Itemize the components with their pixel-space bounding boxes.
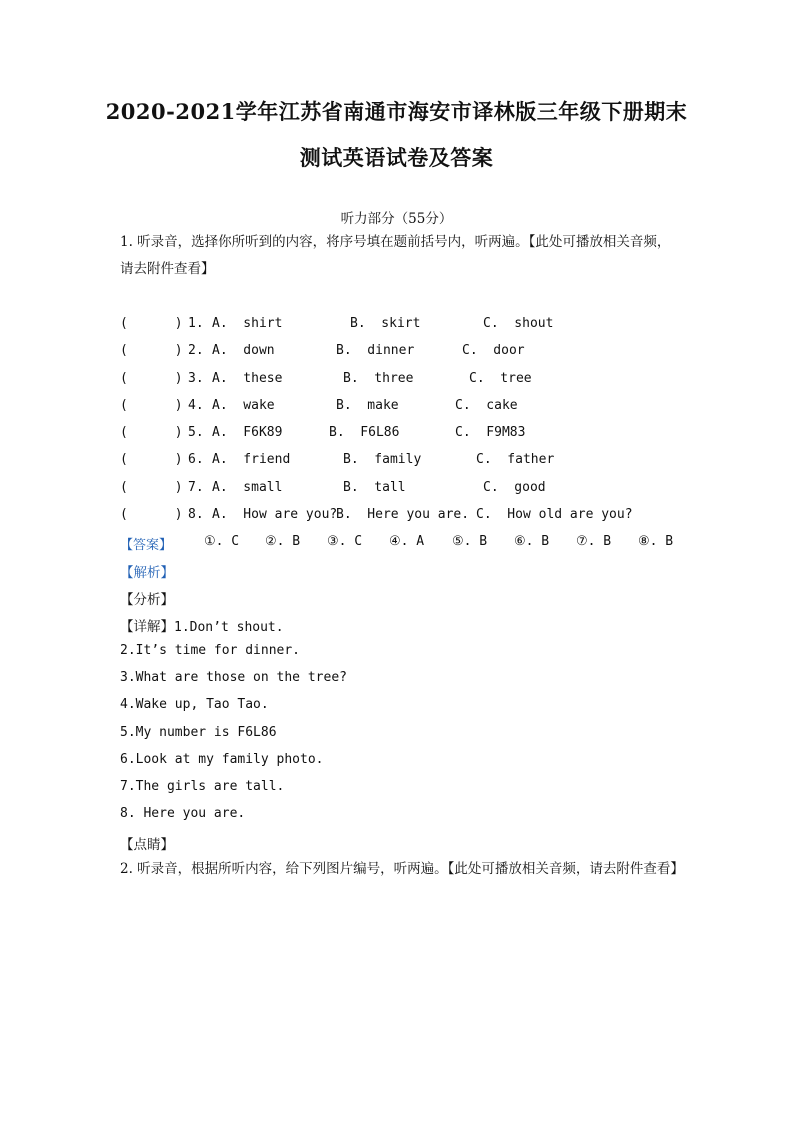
answer-blank: ( ) [120, 425, 183, 440]
question-number: 5. [188, 425, 204, 440]
answer-blank: ( ) [120, 371, 183, 386]
option-row [120, 452, 680, 474]
option-c: C. good [483, 480, 546, 495]
document-title-line1: 2020-2021学年江苏省南通市海安市译林版三年级下册期末 [105, 99, 688, 124]
dianjing-label: 【点睛】 [120, 837, 174, 853]
answer-blank: ( ) [120, 316, 183, 331]
option-c: C. How old are you? [476, 507, 633, 522]
answer-item: ②. B [265, 534, 301, 549]
detail-line: 7.The girls are tall. [120, 779, 285, 794]
answer-item: ⑦. B [576, 534, 612, 549]
answer-item: ①. C [204, 534, 240, 549]
question-number: 7. [188, 480, 204, 495]
answer-blank: ( ) [120, 480, 183, 495]
option-c: C. shout [483, 316, 554, 331]
option-a: A. shirt [212, 316, 283, 331]
answer-blank: ( ) [120, 343, 183, 358]
option-a: A. wake [212, 398, 275, 413]
answer-item: ④. A [389, 534, 425, 549]
question-number: 8. [188, 507, 204, 522]
option-b: B. three [343, 371, 414, 386]
answer-blank: ( ) [120, 398, 183, 413]
option-b: B. tall [343, 480, 406, 495]
option-c: C. F9M83 [455, 425, 526, 440]
answer-item: ⑧. B [638, 534, 674, 549]
option-row [120, 371, 680, 393]
option-b: B. Here you are. [336, 507, 470, 522]
question-number: 2. [188, 343, 204, 358]
option-b: B. F6L86 [329, 425, 400, 440]
question-1-instructions: 1. 听录音，选择你所听到的内容，将序号填在题前括号内，听两遍。【此处可播放相关音频，请去附件查看】 [120, 234, 671, 277]
option-b: B. make [336, 398, 399, 413]
option-a: A. F6K89 [212, 425, 283, 440]
document-title-line2: 测试英语试卷及答案 [299, 145, 494, 170]
answer-label: 【答案】 [120, 538, 173, 553]
detail-line: 5.My number is F6L86 [120, 725, 277, 740]
detail-row [120, 615, 284, 635]
option-b: B. family [343, 452, 422, 467]
question-2-instructions: 2. 听录音，根据所听内容，给下列图片编号，听两遍。【此处可播放相关音频，请去附件查看】 [120, 861, 684, 877]
detail-line: 3.What are those on the tree? [120, 670, 347, 685]
option-row [120, 507, 680, 529]
question-number: 3. [188, 371, 204, 386]
option-row [120, 425, 680, 447]
option-a: A. small [212, 480, 283, 495]
option-c: C. door [462, 343, 525, 358]
question-number: 1. [188, 316, 204, 331]
option-b: B. skirt [350, 316, 421, 331]
option-row [120, 343, 680, 365]
option-c: C. father [476, 452, 555, 467]
option-a: A. down [212, 343, 275, 358]
option-c: C. tree [469, 371, 532, 386]
answer-item: ⑤. B [452, 534, 488, 549]
detail-line: 1.Don’t shout. [174, 620, 284, 635]
detail-line: 2.It’s time for dinner. [120, 643, 301, 658]
detail-line: 8. Here you are. [120, 806, 246, 821]
option-a: A. these [212, 371, 283, 386]
fenxi-label: 【分析】 [120, 592, 174, 608]
answer-item: ⑥. B [514, 534, 550, 549]
answer-row [120, 534, 680, 556]
analysis-label: 【解析】 [120, 565, 174, 581]
detail-label: 【详解】 [120, 619, 174, 635]
option-row [120, 398, 680, 420]
option-row [120, 316, 680, 338]
option-c: C. cake [455, 398, 518, 413]
section-title: 听力部分（55分） [340, 211, 453, 227]
question-number: 6. [188, 452, 204, 467]
answer-blank: ( ) [120, 452, 183, 467]
option-b: B. dinner [336, 343, 415, 358]
option-a: A. friend [212, 452, 291, 467]
detail-line: 4.Wake up, Tao Tao. [120, 697, 269, 712]
answer-item: ③. C [327, 534, 363, 549]
detail-line: 6.Look at my family photo. [120, 752, 324, 767]
option-a: A. How are you? [212, 507, 338, 522]
answer-blank: ( ) [120, 507, 183, 522]
question-number: 4. [188, 398, 204, 413]
option-row [120, 480, 680, 502]
